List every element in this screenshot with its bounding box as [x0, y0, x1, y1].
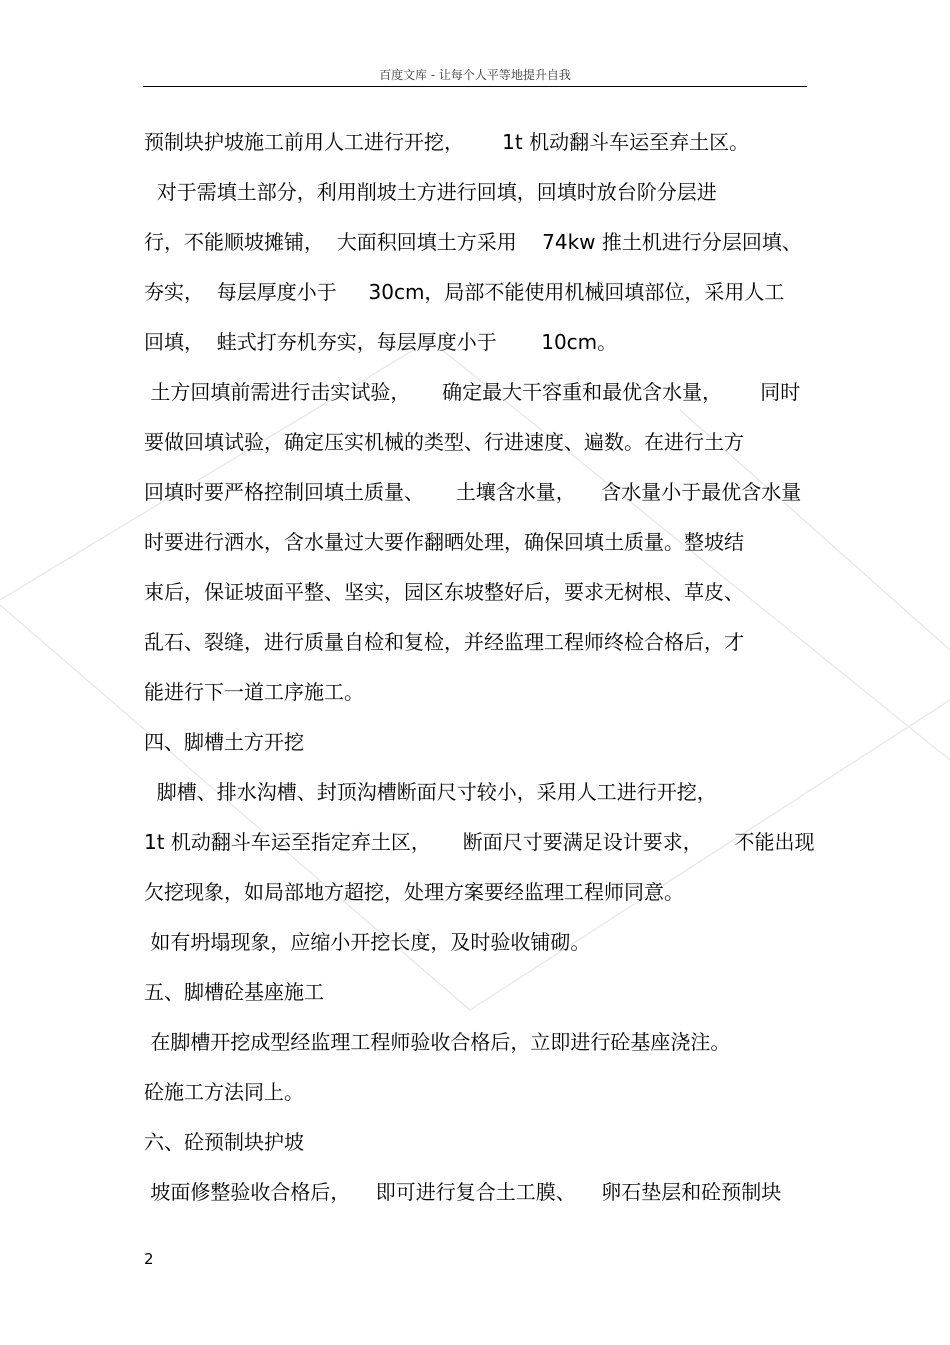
text-line: 夯实， 每层厚度小于 30cm，局部不能使用机械回填部位，采用人工 — [144, 280, 785, 304]
text-line: 六、砼预制块护坡 — [144, 1130, 304, 1154]
text-line: 如有坍塌现象，应缩小开挖长度，及时验收铺砌。 — [144, 930, 591, 954]
page-number: 2 — [144, 1250, 154, 1268]
text-line: 时要进行洒水，含水量过大要作翻晒处理，确保回填土质量。整坡结 — [144, 530, 744, 554]
text-line: 五、脚槽砼基座施工 — [144, 980, 324, 1004]
text-line: 土方回填前需进行击实试验， 确定最大干容重和最优含水量， 同时 — [144, 380, 801, 404]
text-line: 在脚槽开挖成型经监理工程师验收合格后，立即进行砼基座浇注。 — [144, 1030, 731, 1054]
text-line: 1t 机动翻斗车运至指定弃土区， 断面尺寸要满足设计要求， 不能出现 — [144, 830, 815, 854]
header-divider — [143, 86, 807, 87]
text-line: 乱石、裂缝，进行质量自检和复检，并经监理工程师终检合格后，才 — [144, 630, 744, 654]
page-header: 百度文库 - 让每个人平等地提升自我 — [379, 68, 571, 82]
text-line: 四、脚槽土方开挖 — [144, 730, 304, 754]
text-line: 能进行下一道工序施工。 — [144, 680, 364, 704]
text-line: 回填， 蛙式打夯机夯实，每层厚度小于 10cm。 — [144, 330, 618, 354]
text-line: 欠挖现象，如局部地方超挖，处理方案要经监理工程师同意。 — [144, 880, 684, 904]
text-line: 束后，保证坡面平整、坚实，园区东坡整好后，要求无树根、草皮、 — [144, 580, 744, 604]
text-line: 要做回填试验，确定压实机械的类型、行进速度、遍数。在进行土方 — [144, 430, 744, 454]
text-line: 行，不能顺坡摊铺， 大面积回填土方采用 74kw 推土机进行分层回填、 — [144, 230, 802, 254]
text-line: 对于需填土部分，利用削坡土方进行回填，回填时放台阶分层进 — [144, 180, 717, 204]
text-line: 脚槽、排水沟槽、封顶沟槽断面尺寸较小，采用人工进行开挖， — [144, 780, 717, 804]
text-line: 坡面修整验收合格后， 即可进行复合土工膜、 卵石垫层和砼预制块 — [144, 1180, 782, 1204]
text-line: 砼施工方法同上。 — [144, 1080, 304, 1104]
text-line: 回填时要严格控制回填土质量、 土壤含水量， 含水量小于最优含水量 — [144, 480, 802, 504]
text-line: 预制块护坡施工前用人工进行开挖， 1t 机动翻斗车运至弃土区。 — [144, 130, 750, 154]
